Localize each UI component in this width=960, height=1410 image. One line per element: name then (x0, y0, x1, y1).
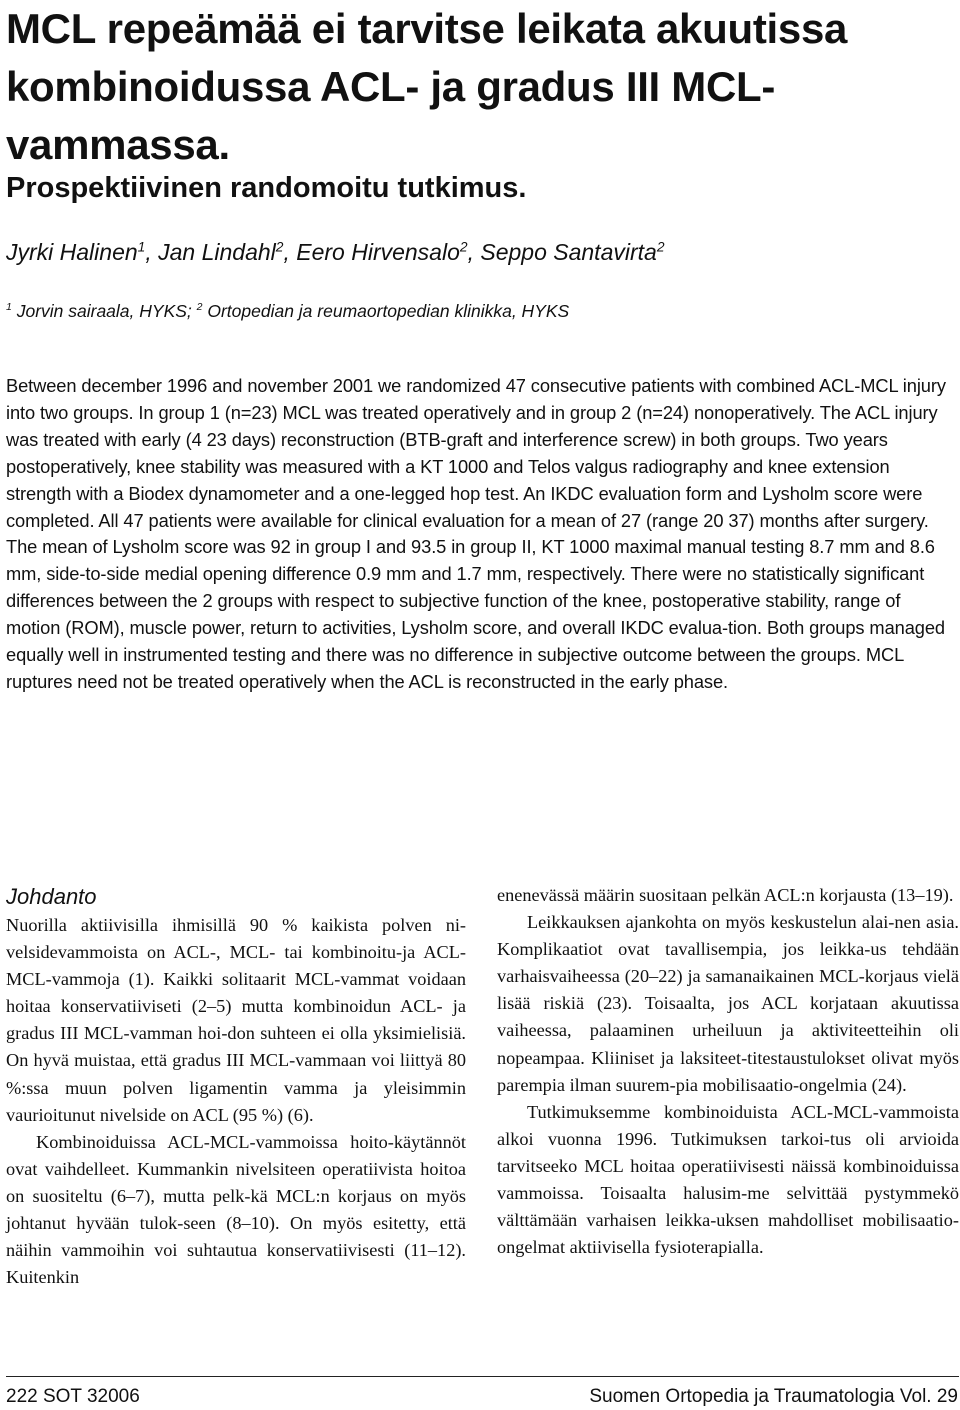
author-separator: , (467, 239, 481, 265)
author-separator: , (145, 239, 159, 265)
author-name: Eero Hirvensalo (296, 239, 460, 265)
intro-column-left (6, 882, 466, 1291)
affiliation-marker: 2 (275, 239, 284, 255)
body-paragraph: enenevässä määrin suositaan pelkän ACL:n korjausta (13–19). (497, 885, 954, 905)
body-paragraph: Leikkauksen ajankohta on myös keskustelun alai-nen asia. Komplikaatiot ovat tavallisempia, jos leikka-us tehdään varhaisvaiheessa (20–22) ja samanaikainen MCL-korjaus vielä lisää riskiä (23). Toisaalta, jos ACL korjataan akuutissa vaiheessa, palaaminen urheiluun ja aktiviteetteihin oli nopeampaa. Kliiniset ja laksiteet-titestaustulokset olivat myös parempia ilman suurem-pia mobilisaatio-ongelmia (24). (497, 912, 959, 1095)
body-paragraph: Nuorilla aktiivisilla ihmisillä 90 % kaikista polven ni-velsidevammoista on ACL-, MCL- tai kombinoitu-ja ACL-MCL-vammoja (1). Kaikki solitaarit MCL-vammat voidaan hoitaa konservatiiviseti (2–5) mutta kombinoidun ACL- ja gradus III MCL-vamman hoi-don suhteen ei olla yksimielisiä. On hyvä muistaa, että gradus III MCL-vammaan voi liittyä 80 %:ssa muun polven ligamentin vamma ja yleisimmin vaurioitunut nivelside on ACL (95 %) (6). (6, 915, 466, 1125)
author-separator: , (283, 239, 297, 265)
footer-page-info: 222 SOT 32006 (6, 1386, 140, 1407)
body-paragraph: Tutkimuksemme kombinoiduista ACL-MCL-vammoista alkoi vuonna 1996. Tutkimuksen tarkoi-tus oli arvioida tarvitseeko MCL hoitaa operatiivisesti näissä kombinoiduissa vammoissa. Toisaalta halusim-me selvittää pystymmekö välttämään varhaisen leikka-uksen mahdolliset mobilisaatio-ongelmat aktiivisella fysioterapialla. (497, 1101, 959, 1258)
footer-divider (6, 1376, 959, 1377)
footer-journal-name: Suomen Ortopedia ja Traumatologia Vol. 29 (589, 1386, 958, 1407)
affiliation-marker: 2 (656, 239, 665, 255)
author-name: Seppo Santavirta (480, 239, 657, 265)
article-subtitle: Prospektiivinen randomoitu tutkimus. (6, 172, 527, 204)
affiliation-text: Ortopedian ja reumaortopedian klinikka, HYKS (202, 301, 570, 321)
author-name: Jan Lindahl (158, 239, 276, 265)
intro-column-right (497, 882, 959, 1261)
affiliation-marker: 1 (137, 239, 146, 255)
affiliations (6, 298, 569, 324)
affiliation-marker: 2 (196, 301, 203, 314)
section-heading: Johdanto (6, 884, 97, 909)
body-paragraph: Kombinoiduissa ACL-MCL-vammoissa hoito-käytännöt ovat vaihdelleet. Kummankin nivelsiteen operatiivista hoitoa on suositeltu (6–7), mutta pelk-kä MCL:n korjaus on myös johtanut hyvään tulok-seen (8–10). On myös esitetty, että näihin vammoihin voi suhtautua konservatiivisesti (11–12). Kuitenkin (6, 1131, 466, 1288)
affiliation-text: Jorvin sairaala, HYKS; (11, 301, 197, 321)
article-title: MCL repeämää ei tarvitse leikata akuutissa kombinoidussa ACL- ja gradus III MCL-vammassa. (6, 5, 848, 168)
author-list (6, 236, 665, 268)
author-name: Jyrki Halinen (6, 239, 138, 265)
affiliation-marker: 1 (6, 301, 12, 314)
affiliation-marker: 2 (459, 239, 468, 255)
abstract-text: Between december 1996 and november 2001 we randomized 47 consecutive patients with combined ACL-MCL injury into two groups. In group 1 (n=23) MCL was treated operatively and in group 2 (n=24) nonoperatively. The ACL injury was treated with early (4 23 days) reconstruction (BTB-graft and interference screw) in both groups. Two years postoperatively, knee stability was measured with a KT 1000 and Telos valgus radiography and knee extension strength with a Biodex dynamometer and a one-legged hop test. An IKDC evaluation form and Lysholm score were completed. All 47 patients were available for clinical evaluation for a mean of 27 (range 20 37) months after surgery. The mean of Lysholm score was 92 in group I and 93.5 in group II, KT 1000 maximal manual testing 8.7 mm and 8.6 mm, side-to-side medial opening difference 0.9 mm and 1.7 mm, respectively. There were no statistically significant differences between the 2 groups with respect to subjective function of the knee, postoperative stability, range of motion (ROM), muscle power, return to activities, Lysholm score, and overall IKDC evalua-tion. Both groups managed equally well in instrumented testing and there was no difference in subjective outcome between the groups. MCL ruptures need not be treated operatively when the ACL is reconstructed in the early phase. (6, 375, 946, 692)
